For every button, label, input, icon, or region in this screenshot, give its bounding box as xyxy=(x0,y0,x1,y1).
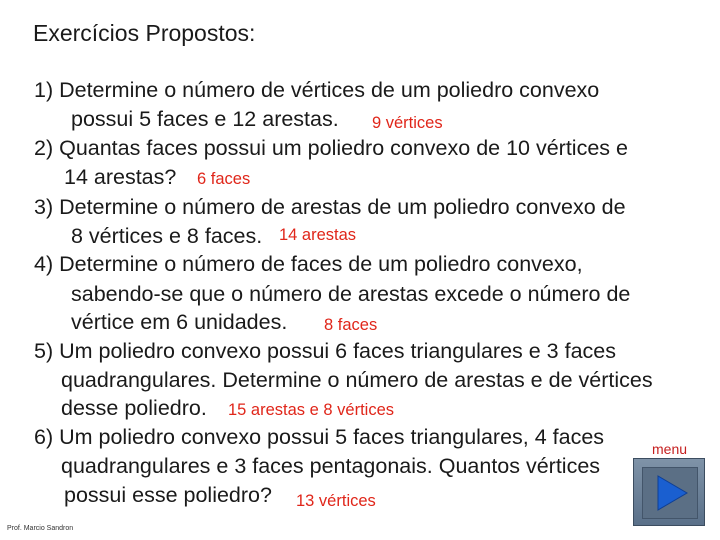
exercise-6-line-1: 6) Um poliedro convexo possui 5 faces triangulares, 4 faces xyxy=(34,425,605,449)
exercise-5-line-3: desse poliedro. xyxy=(61,396,207,420)
answer-4: 8 faces xyxy=(324,316,378,334)
exercise-6-line-2: quadrangulares e 3 faces pentagonais. Quantos vértices xyxy=(61,454,601,478)
exercise-1-line-2: possui 5 faces e 12 arestas. xyxy=(71,107,339,131)
exercise-1-line-1: 1) Determine o número de vértices de um poliedro convexo xyxy=(34,78,600,102)
answer-6: 13 vértices xyxy=(296,492,376,510)
exercise-4-line-2: sabendo-se que o número de arestas excede o número de xyxy=(71,282,631,306)
play-arrow-icon[interactable] xyxy=(634,459,706,527)
footer-author: Prof. Marcio Sandron xyxy=(7,525,74,532)
answer-1: 9 vértices xyxy=(372,114,443,132)
exercise-6-line-3: possui esse poliedro? xyxy=(64,483,272,507)
exercise-4-line-3: vértice em 6 unidades. xyxy=(71,310,288,334)
exercise-3-line-2: 8 vértices e 8 faces. xyxy=(71,224,263,248)
exercise-4-line-1: 4) Determine o número de faces de um poliedro convexo, xyxy=(34,252,583,276)
exercise-5-line-2: quadrangulares. Determine o número de arestas e de vértices xyxy=(61,368,653,392)
exercise-3-line-1: 3) Determine o número de arestas de um poliedro convexo de xyxy=(34,195,626,219)
exercise-2-line-1: 2) Quantas faces possui um poliedro convexo de 10 vértices e xyxy=(34,136,628,160)
slide-title: Exercícios Propostos: xyxy=(33,20,256,46)
menu-button[interactable] xyxy=(633,458,705,526)
exercise-5-line-1: 5) Um poliedro convexo possui 6 faces triangulares e 3 faces xyxy=(34,339,617,363)
menu-label[interactable]: menu xyxy=(652,441,688,457)
answer-5: 15 arestas e 8 vértices xyxy=(228,401,394,419)
answer-2: 6 faces xyxy=(197,170,251,188)
exercise-2-line-2: 14 arestas? xyxy=(64,165,177,189)
answer-3: 14 arestas xyxy=(279,226,357,244)
